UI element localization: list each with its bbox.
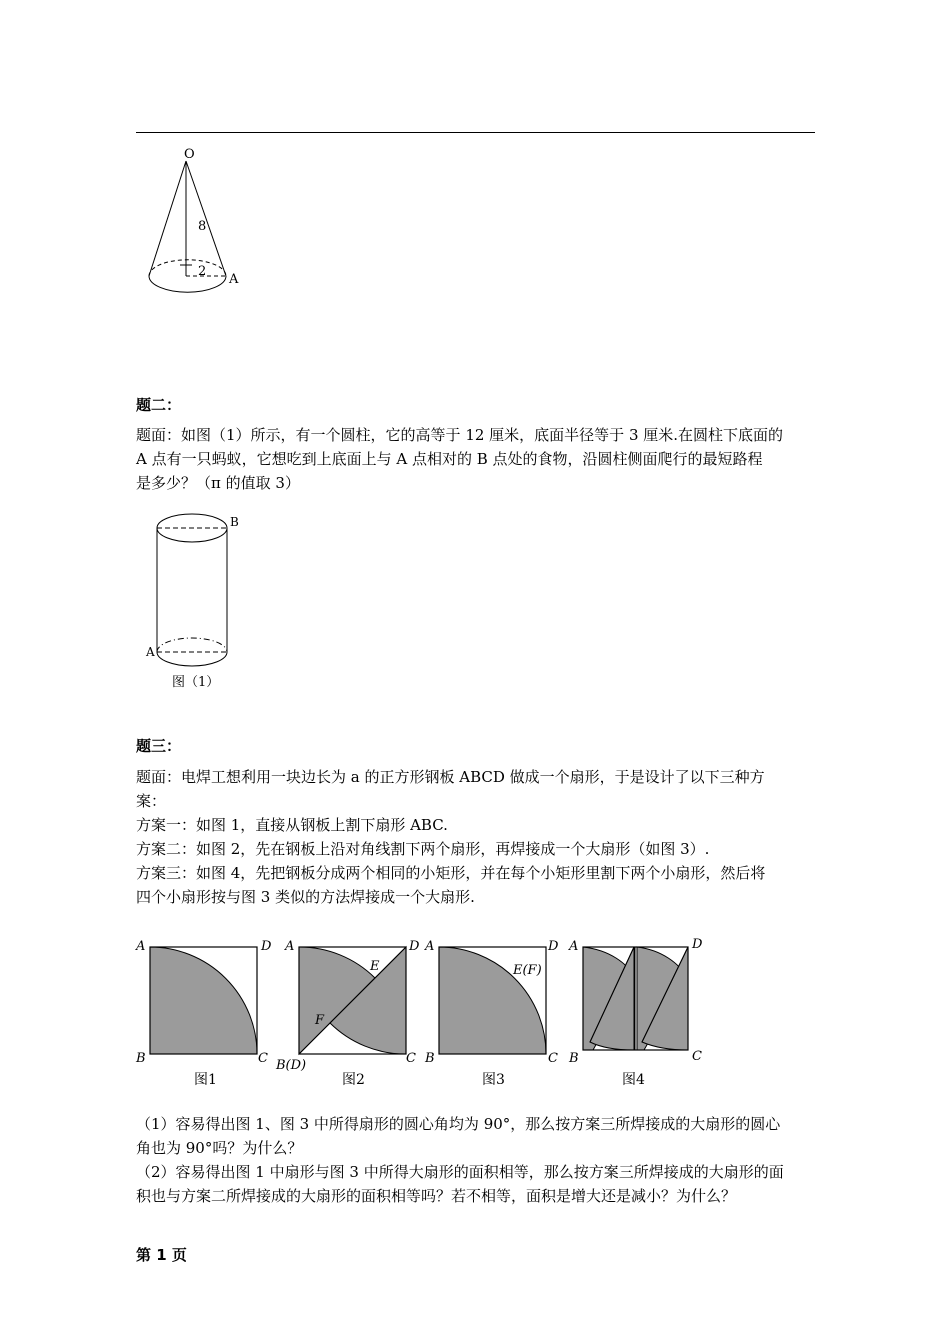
page-number: 第 1 页 xyxy=(136,1246,187,1264)
section3-intro-line: 案： xyxy=(136,792,167,810)
fig4-label-a: A xyxy=(569,939,579,954)
section2-line: A 点有一只蚂蚁，它想吃到上底面上与 A 点相对的 B 点处的食物，沿圆柱侧面爬行的最短路程 xyxy=(136,450,763,468)
section2-line: 是多少？（π 的值取 3） xyxy=(136,474,300,492)
cone-radius-label: 2 xyxy=(198,264,207,279)
question-line: 积也与方案二所焊接成的大扇形的面积相等吗？若不相等，面积是增大还是减小？为什么？ xyxy=(136,1187,737,1205)
fig2-label-c: C xyxy=(406,1051,416,1066)
cone-left-edge xyxy=(149,161,186,276)
fig3-label-ef: E(F) xyxy=(513,963,542,978)
sector-figures xyxy=(130,932,720,1092)
section3-plan-line: 方案三：如图 4，先把钢板分成两个相同的小矩形，并在每个小矩形里割下两个小扇形，然后将 xyxy=(136,864,766,882)
question-line: （2）容易得出图 1 中扇形与图 3 中所得大扇形的面积相等，那么按方案三所焊接成的大扇形的面 xyxy=(136,1163,784,1181)
fig2-label-bd: B(D) xyxy=(276,1058,307,1073)
fig1-caption: 图1 xyxy=(194,1072,217,1088)
fig1-label-b: B xyxy=(136,1051,146,1066)
figure-4 xyxy=(568,937,703,1088)
cylinder-caption: 图（1） xyxy=(172,675,220,690)
cylinder-bottom-front xyxy=(157,652,227,666)
section3-intro-line: 题面：电焊工想利用一块边长为 a 的正方形钢板 ABCD 做成一个扇形，于是设计了以下三种方 xyxy=(136,768,765,786)
figure-2 xyxy=(275,939,420,1088)
cylinder-point-a: A xyxy=(146,645,155,659)
fig3-caption: 图3 xyxy=(482,1072,505,1088)
fig2-label-f: F xyxy=(315,1013,325,1028)
section3-heading: 题三： xyxy=(136,737,182,755)
fig3-label-c: C xyxy=(548,1051,558,1066)
cylinder-bottom-back xyxy=(157,638,227,652)
section3-plan-line: 四个小扇形按与图 3 类似的方法焊接成一个大扇形. xyxy=(136,888,475,906)
fig3-label-d: D xyxy=(548,939,559,954)
fig4-caption: 图4 xyxy=(622,1072,645,1088)
section2-line: 题面：如图（1）所示，有一个圆柱，它的高等于 12 厘米，底面半径等于 3 厘米.在圆柱下底面的 xyxy=(136,426,784,444)
section3-problem-text xyxy=(136,765,816,909)
cone-slant-label: 8 xyxy=(198,219,207,234)
cone-figure xyxy=(136,142,256,302)
section2-problem-text xyxy=(136,423,816,495)
cone-base-front xyxy=(149,276,226,292)
section3-questions xyxy=(136,1112,816,1208)
section2-heading: 题二： xyxy=(136,396,182,414)
cylinder-figure xyxy=(136,508,266,693)
section3-plan-line: 方案二：如图 2，先在钢板上沿对角线割下两个扇形，再焊接成一个大扇形（如图 3）. xyxy=(136,840,710,858)
fig1-label-c: C xyxy=(258,1051,268,1066)
figure-3 xyxy=(424,939,559,1088)
cone-apex-label: O xyxy=(184,147,195,162)
section3-plan-line: 方案一：如图 1，直接从钢板上割下扇形 ABC. xyxy=(136,816,448,834)
fig2-label-e: E xyxy=(370,959,380,974)
fig2-label-d: D xyxy=(409,939,420,954)
figure-1 xyxy=(135,939,272,1088)
header-rule xyxy=(136,132,815,133)
fig1-label-a: A xyxy=(136,939,146,954)
fig4-label-d: D xyxy=(692,937,703,952)
cone-point-label: A xyxy=(229,272,239,287)
fig3-label-b: B xyxy=(425,1051,435,1066)
fig1-label-d: D xyxy=(261,939,272,954)
fig3-label-a: A xyxy=(425,939,435,954)
cylinder-point-b: B xyxy=(230,515,239,529)
fig2-label-a: A xyxy=(285,939,295,954)
fig4-label-b: B xyxy=(569,1051,579,1066)
question-line: （1）容易得出图 1、图 3 中所得扇形的圆心角均为 90°，那么按方案三所焊接成的大扇形的圆心 xyxy=(136,1115,781,1133)
fig4-label-c: C xyxy=(692,1049,702,1064)
question-line: 角也为 90°吗？为什么？ xyxy=(136,1139,303,1157)
cone-base-back xyxy=(149,260,226,276)
fig1-sector xyxy=(150,947,257,1054)
fig2-caption: 图2 xyxy=(342,1072,365,1088)
